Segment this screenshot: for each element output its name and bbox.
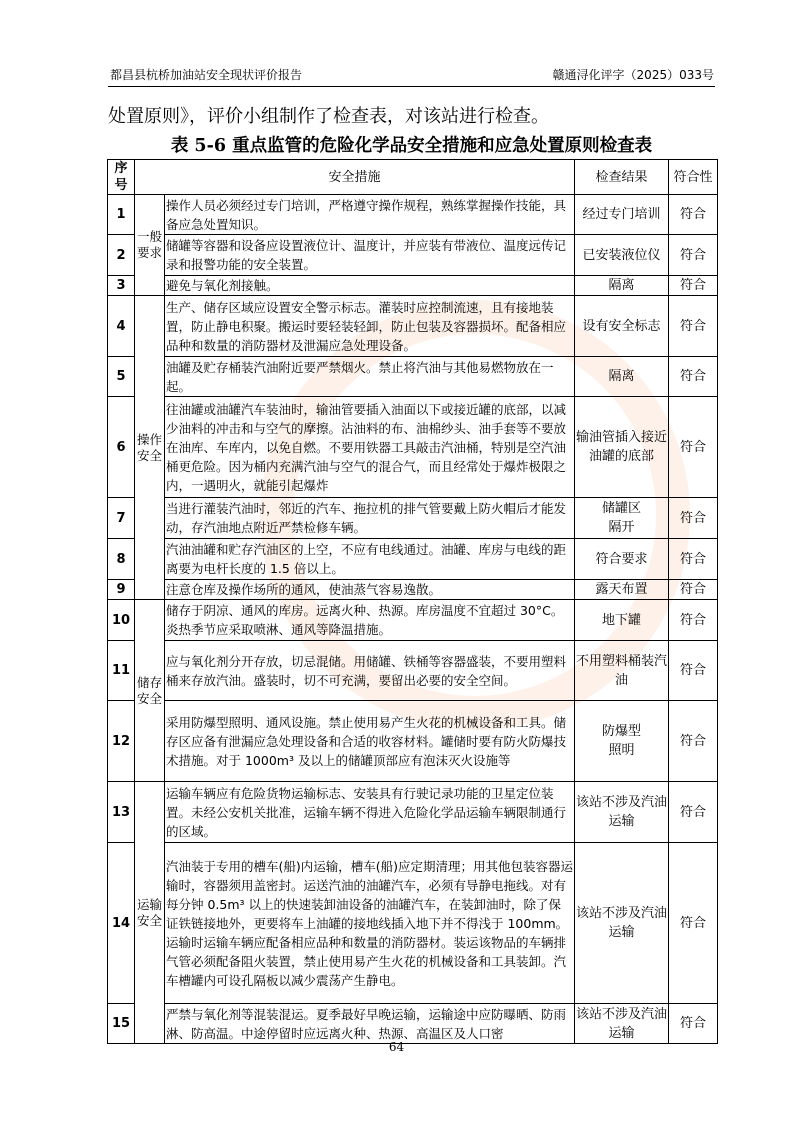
row-conformity: 符合 (669, 397, 718, 498)
row-measure: 当进行灌装汽油时，邻近的汽车、拖拉机的排气管要戴上防火帽后才能发动，存汽油地点附近严禁检修车辆。 (165, 498, 575, 539)
row-no: 1 (108, 195, 135, 235)
row-measure: 汽油油罐和贮存汽油区的上空，不应有电线通过。油罐、库房与电线的距离要为电杆长度的 1.5 倍以上。 (165, 539, 575, 580)
row-result: 已安装液位仪 (575, 235, 669, 276)
table-header-row (108, 160, 718, 195)
row-no: 10 (108, 600, 135, 641)
row-result: 不用塑料桶装汽油 (575, 641, 669, 701)
header-measure: 安全措施 (135, 160, 575, 195)
table-row (108, 843, 718, 1004)
row-conformity: 符合 (669, 235, 718, 276)
row-result: 输油管插入接近油罐的底部 (575, 397, 669, 498)
row-no: 7 (108, 498, 135, 539)
row-conformity: 符合 (669, 843, 718, 1004)
table-row (108, 600, 718, 641)
intro-paragraph: 处置原则》，评价小组制作了检查表，对该站进行检查。 (108, 106, 549, 127)
page-number: 64 (388, 1040, 405, 1054)
row-conformity: 符合 (669, 782, 718, 843)
row-result: 地下罐 (575, 600, 669, 641)
row-measure: 采用防爆型照明、通风设施。禁止使用易产生火花的机械设备和工具。储存区应备有泄漏应急处理设备和合适的收容材料。罐储时要有防火防爆技术措施。对于 1000m³ 及以上的储罐顶部应有泡沫灭火设施等 (165, 701, 575, 782)
table-row (108, 235, 718, 276)
row-result: 符合要求 (575, 539, 669, 580)
row-conformity: 符合 (669, 701, 718, 782)
header-divider (108, 86, 715, 87)
row-conformity: 符合 (669, 296, 718, 357)
row-measure: 运输车辆应有危险货物运输标志、安装具有行驶记录功能的卫星定位装置。未经公安机关批准，运输车辆不得进入危险化学品运输车辆限制通行的区域。 (165, 782, 575, 843)
row-conformity: 符合 (669, 498, 718, 539)
row-conformity: 符合 (669, 357, 718, 397)
header-conformity: 符合性 (669, 160, 718, 195)
row-result: 露天布置 (575, 580, 669, 600)
checklist-table (107, 159, 718, 1044)
header-seq: 序号 (108, 160, 135, 195)
row-no: 2 (108, 235, 135, 276)
row-result: 储罐区 隔开 (575, 498, 669, 539)
table-row (108, 580, 718, 600)
row-measure: 油罐及贮存桶装汽油附近要严禁烟火。禁止将汽油与其他易燃物放在一起。 (165, 357, 575, 397)
row-result: 该站不涉及汽油运输 (575, 782, 669, 843)
category-cell: 操作安全 (135, 296, 165, 600)
header-report-number: 赣通浔化评字（2025）033号 (552, 68, 714, 82)
category-cell: 储存安全 (135, 600, 165, 782)
category-cell: 一般要求 (135, 195, 165, 296)
row-measure: 避免与氧化剂接触。 (165, 276, 575, 296)
row-result: 该站不涉及汽油运输 (575, 1004, 669, 1044)
row-result: 该站不涉及汽油运输 (575, 843, 669, 1004)
row-conformity: 符合 (669, 641, 718, 701)
row-measure: 储存于阴凉、通风的库房。远离火种、热源。库房温度不宜超过 30°C。炎热季节应采取喷淋、通风等降温措施。 (165, 600, 575, 641)
row-result: 经过专门培训 (575, 195, 669, 235)
table-row (108, 1004, 718, 1044)
row-measure: 往油罐或油罐汽车装油时，输油管要插入油面以下或接近罐的底部，以减少油料的冲击和与空气的摩擦。沾油料的布、油棉纱头、油手套等不要放在油库、车库内，以免自燃。不要用铁器工具敲击汽油桶，特别是空汽油桶更危险。因为桶内充满汽油与空气的混合气，而且经常处于爆炸极限之内，一遇明火，就能引起爆炸 (165, 397, 575, 498)
row-no: 4 (108, 296, 135, 357)
row-conformity: 符合 (669, 1004, 718, 1044)
table-row (108, 641, 718, 701)
table-row (108, 276, 718, 296)
row-conformity: 符合 (669, 600, 718, 641)
table-row (108, 397, 718, 498)
category-cell: 运输安全 (135, 782, 165, 1044)
row-result: 防爆型 照明 (575, 701, 669, 782)
row-measure: 汽油装于专用的槽车(船)内运输，槽车(船)应定期清理；用其他包装容器运输时，容器须用盖密封。运送汽油的油罐汽车，必须有导静电拖线。对有每分钟 0.5m³ 以上的快速装卸油设备的油罐汽车，在装卸油时，除了保证铁链接地外，更要将车上油罐的接地线插入地下并不得浅于 100mm。运输时运输车辆应配备相应品种和数量的消防器材。装运该物品的车辆排气管必须配备阻火装置，禁止使用易产生火花的机械设备和工具装卸。汽车槽罐内可设孔隔板以减少震荡产生静电。 (165, 843, 575, 1004)
table-row (108, 498, 718, 539)
row-no: 3 (108, 276, 135, 296)
table-row (108, 357, 718, 397)
row-no: 11 (108, 641, 135, 701)
row-no: 9 (108, 580, 135, 600)
row-measure: 储罐等容器和设备应设置液位计、温度计，并应装有带液位、温度远传记录和报警功能的安全装置。 (165, 235, 575, 276)
row-no: 14 (108, 843, 135, 1004)
row-measure: 操作人员必须经过专门培训，严格遵守操作规程，熟练掌握操作技能，具备应急处置知识。 (165, 195, 575, 235)
row-no: 12 (108, 701, 135, 782)
row-conformity: 符合 (669, 195, 718, 235)
row-no: 13 (108, 782, 135, 843)
row-result: 隔离 (575, 276, 669, 296)
table-row (108, 701, 718, 782)
table-row (108, 296, 718, 357)
row-result: 隔离 (575, 357, 669, 397)
row-no: 8 (108, 539, 135, 580)
table-caption: 表 5-6 重点监管的危险化学品安全措施和应急处置原则检查表 (170, 136, 653, 156)
row-no: 15 (108, 1004, 135, 1044)
row-measure: 严禁与氧化剂等混装混运。夏季最好早晚运输，运输途中应防曝晒、防雨淋、防高温。中途停留时应远离火种、热源、高温区及人口密 (165, 1004, 575, 1044)
row-conformity: 符合 (669, 276, 718, 296)
row-result: 设有安全标志 (575, 296, 669, 357)
row-conformity: 符合 (669, 580, 718, 600)
row-conformity: 符合 (669, 539, 718, 580)
table-row (108, 539, 718, 580)
row-measure: 生产、储存区域应设置安全警示标志。灌装时应控制流速，且有接地装置，防止静电积聚。搬运时要轻装轻卸，防止包装及容器损坏。配备相应品种和数量的消防器材及泄漏应急处理设备。 (165, 296, 575, 357)
table-row (108, 782, 718, 843)
row-measure: 应与氧化剂分开存放，切忌混储。用储罐、铁桶等容器盛装，不要用塑料桶来存放汽油。盛装时，切不可充满，要留出必要的安全空间。 (165, 641, 575, 701)
header-report-title: 都昌县杭桥加油站安全现状评价报告 (110, 68, 303, 82)
header-result: 检查结果 (575, 160, 669, 195)
row-no: 6 (108, 397, 135, 498)
table-row (108, 195, 718, 235)
row-no: 5 (108, 357, 135, 397)
row-measure: 注意仓库及操作场所的通风，使油蒸气容易逸散。 (165, 580, 575, 600)
